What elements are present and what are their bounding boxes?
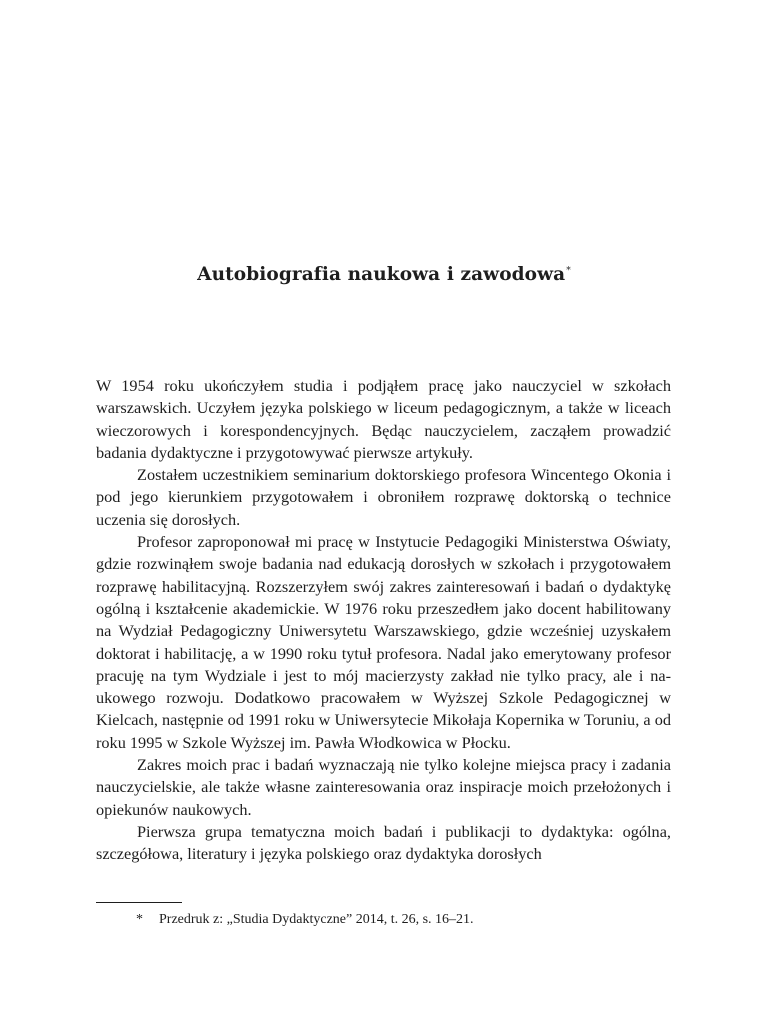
paragraph-2: Zostałem uczestnikiem seminarium doktorskiego profesora Wincentego Okonia i pod jego kierunkiem przygotowałem i obroniłem rozprawę doktorską o technice uczenia się dorosłych. xyxy=(96,465,671,529)
title-text: Autobiografia naukowa i zawodowa xyxy=(197,264,566,285)
footnote-marker: * xyxy=(136,912,143,927)
paragraph-3: Profesor zaproponował mi pracę w Instytucie Pedagogiki Ministerstwa Oświaty, gdzie rozwinąłem swoje badania nad edukacją dorosłych w szkołach i przygotowałem rozprawę habilitacyjną. Rozszerzyłem swój zakres zainteresowań i badań o dydaktykę ogólną i kształcenie akademickie. W 1976 roku przeszedłem jako docent habilitowany na Wydział Pedagogiczny Uniwersytetu Warszawskiego, gdzie wcześniej uzyskałem doktorat i habilitację, a w 1990 roku tytuł profesora. Nadal jako emerytowany profesor pracuję na tym Wydziale i jest to mój macierzysty zakład nie tylko pracy, ale i naukowego rozwoju. Dodatkowo pracowałem w Wyższej Szkole Pedagogicznej w Kielcach, następnie od 1991 roku w Uniwersytecie Mikołaja Kopernika w Toruniu, a od roku 1995 w Szkole Wyższej im. Pawła Włodkowica w Płocku. xyxy=(96,532,671,752)
footnote-text: Przedruk z: „Studia Dydaktyczne” 2014, t. 26, s. 16–21. xyxy=(159,912,474,927)
title-footnote-marker: * xyxy=(566,265,571,276)
page-title xyxy=(0,264,768,285)
footnote-divider xyxy=(96,902,182,903)
paragraph-4: Zakres moich prac i badań wyznaczają nie tylko kolejne miejsca pracy i zadania nauczycielskie, ale także własne zainteresowania oraz inspiracje moich przełożonych i opiekunów naukowych. xyxy=(96,755,671,819)
body-text xyxy=(96,375,671,866)
footnote xyxy=(136,911,474,929)
paragraph-1: W 1954 roku ukończyłem studia i podjąłem pracę jako nauczyciel w szkołach warszawskich. Uczyłem języka polskiego w liceum pedagogicznym, a także w liceach wieczorowych i korespondencyjnych. Będąc nauczycielem, zacząłem prowadzić badania dydaktyczne i przygotowywać pierwsze artykuły. xyxy=(96,376,671,462)
paragraph-5: Pierwsza grupa tematyczna moich badań i publikacji to dydaktyka: ogólna, szczegółowa, literatury i języka polskiego oraz dydaktyka dorosłych xyxy=(96,821,671,864)
